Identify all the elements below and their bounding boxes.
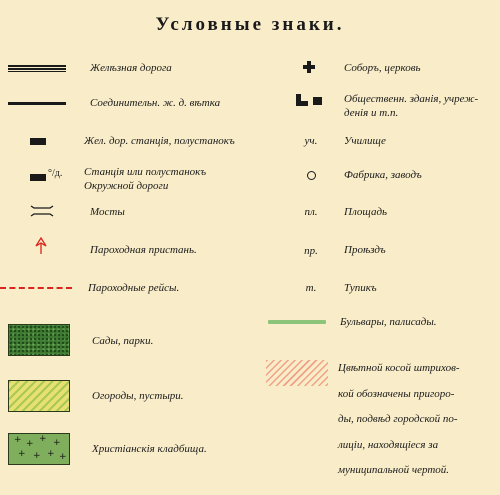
ring-station-symbol [30, 174, 46, 181]
legend-label-vegetable: Огороды, пустыри. [92, 390, 184, 402]
legend-label-steamer-routes: Пароходные рейсы. [88, 282, 180, 294]
factory-symbol [307, 171, 316, 180]
legend-label-school: Училище [344, 135, 386, 147]
garden-swatch [8, 324, 70, 356]
legend-label-factory: Фабрика, заводъ [344, 169, 422, 181]
school-abbr: уч. [304, 135, 318, 147]
bridge-symbol [30, 204, 54, 218]
dead-end-abbr: т. [305, 282, 317, 294]
vegetable-swatch [8, 380, 70, 412]
legend-label-bridges: Мосты [90, 206, 125, 218]
legend-label-station: Жел. дор. станція, полустанокъ [84, 135, 235, 147]
legend-label-railway: Желѣзная дорога [90, 62, 172, 74]
legend-label-passage: Проѣздъ [344, 244, 386, 256]
legend-label-branch-line: Соединительн. ж. д. вѣтка [90, 97, 221, 109]
station-symbol [30, 138, 46, 145]
ring-station-mark: °/д. [48, 168, 63, 179]
legend-label-steamer-pier: Пароходная пристань. [90, 244, 197, 256]
railway-symbol [8, 65, 66, 72]
legend-label-suburbs: Цвѣтной косой штрихов- кой обозначены пригоро- ды, подвѣд городской по- лиціи, находящіеся за муниципальной чертой. [338, 362, 460, 476]
boulevard-symbol [268, 320, 326, 324]
legend-label-gardens: Сады, парки. [92, 335, 154, 347]
branch-line-symbol [8, 102, 66, 105]
steamer-pier-symbol [34, 237, 48, 255]
passage-abbr: пр. [304, 245, 318, 257]
church-symbol [303, 61, 315, 73]
public-building-symbol [296, 94, 324, 108]
cemetery-swatch: + + + + + + + + [8, 433, 70, 465]
legend-label-church: Соборъ, церковь [344, 62, 421, 74]
square-abbr: пл. [304, 206, 318, 218]
steamer-route-symbol [0, 287, 72, 289]
legend-label-dead-end: Тупикъ [344, 282, 377, 294]
legend-label-ring-station: Станція или полустанокъ Окружной дороги [84, 166, 207, 192]
legend-label-public-buildings: Общественн. зданія, учреж- денія и т.п. [344, 93, 479, 119]
legend-label-square: Площадь [344, 206, 388, 218]
legend-title: Условные знаки. [155, 14, 345, 35]
suburb-hatch-swatch [266, 360, 328, 386]
legend-label-cemeteries: Христіанскія кладбища. [92, 443, 207, 455]
legend-label-boulevards: Бульвары, палисады. [340, 316, 437, 328]
